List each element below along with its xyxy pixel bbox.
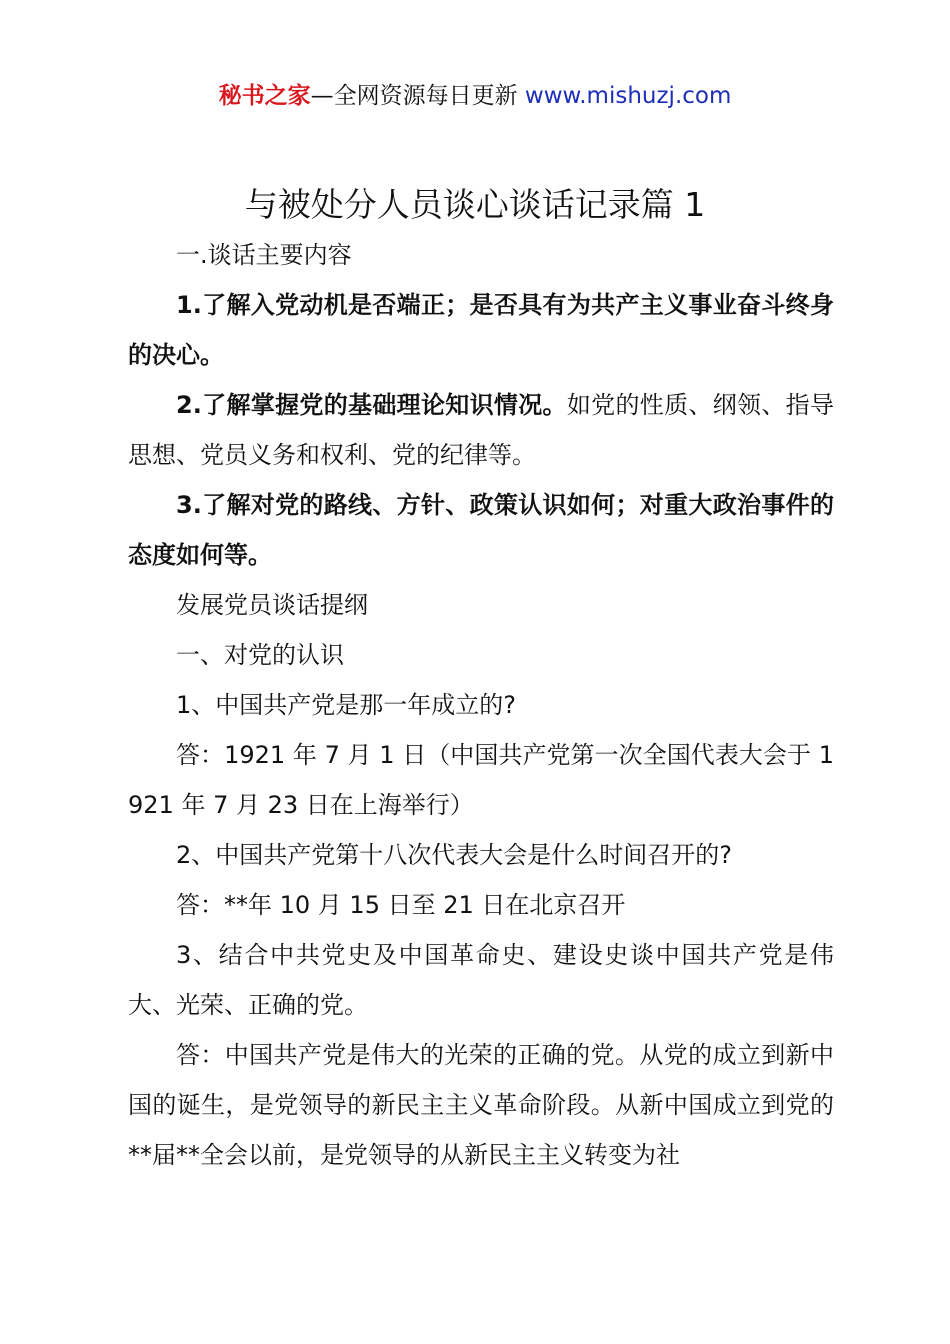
question-1: 1、中国共产党是那一年成立的? xyxy=(176,691,517,719)
brand-name: 秘书之家 xyxy=(218,83,311,109)
header-tagline: —全网资源每日更新 xyxy=(310,83,525,109)
answer-3: 答：中国共产党是伟大的光荣的正确的党。从党的成立到新中国的诞生，是党领导的新民主主义革命阶段。从新中国成立到党的**届**全会以前，是党领导的从新民主主义转变为社 xyxy=(128,1041,834,1169)
document-title: 与被处分人员谈心谈话记录篇 1 xyxy=(244,185,706,224)
answer-2: 答：**年 10 月 15 日至 21 日在北京召开 xyxy=(176,891,626,919)
site-url-link[interactable]: www.mishuzj.com xyxy=(524,83,732,109)
content-item-2-rest: 如党的性质、纲领、指导思想、党员义务和权利、党的纪律等。 xyxy=(128,391,835,469)
question-2: 2、中国共产党第十八次代表大会是什么时间召开的? xyxy=(176,841,733,869)
question-3: 3、结合中共党史及中国革命史、建设史谈中国共产党是伟大、光荣、正确的党。 xyxy=(128,941,834,1019)
content-item-1: 1.了解入党动机是否端正；是否具有为共产主义事业奋斗终身的决心。 xyxy=(128,291,834,369)
document-body xyxy=(128,230,834,1180)
content-item-2-bold: 2.了解掌握党的基础理论知识情况。 xyxy=(176,391,567,419)
answer-1: 答：1921 年 7 月 1 日（中国共产党第一次全国代表大会于 1921 年 7 月 23 日在上海举行） xyxy=(128,741,834,819)
content-item-3: 3.了解对党的路线、方针、政策认识如何；对重大政治事件的态度如何等。 xyxy=(128,491,834,569)
site-header xyxy=(0,80,950,112)
content-item-2 xyxy=(128,380,834,480)
outline-title: 发展党员谈话提纲 xyxy=(176,591,368,619)
part1-heading: 一、对党的认识 xyxy=(176,641,344,669)
section-heading: 一.谈话主要内容 xyxy=(176,241,352,269)
